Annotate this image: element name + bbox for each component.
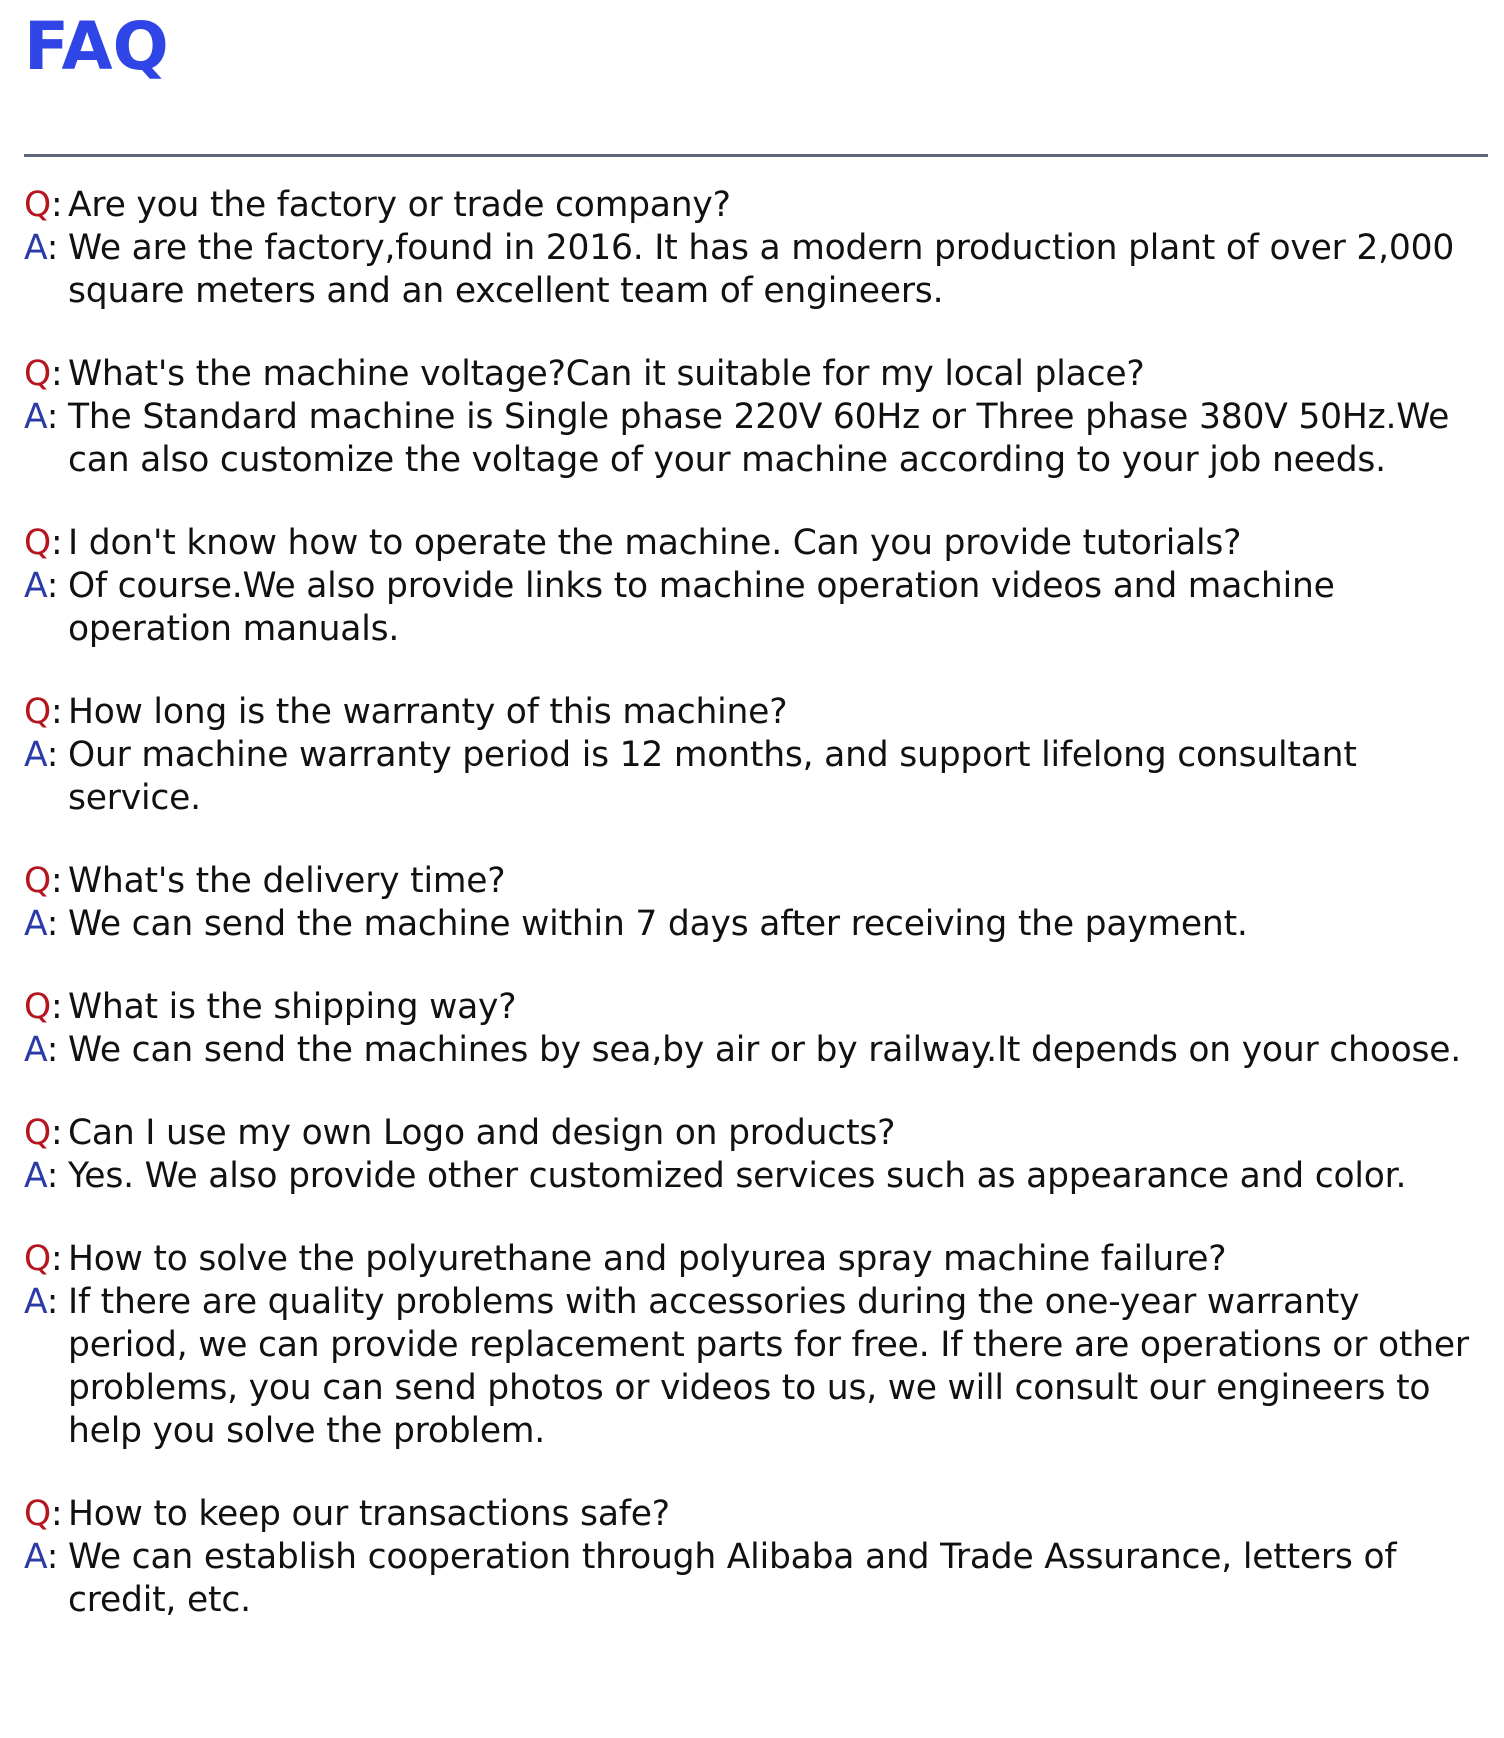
- answer-row: [24, 1281, 1484, 1453]
- question-letter: Q: [24, 1494, 51, 1534]
- question-row: [24, 184, 1484, 227]
- answer-letter: A: [24, 228, 47, 268]
- question-text: How to keep our transactions safe?: [68, 1494, 670, 1534]
- faq-item: [24, 522, 1484, 651]
- question-prefix: Q:: [24, 692, 63, 732]
- faq-item: [24, 691, 1484, 820]
- question-row: [24, 986, 1484, 1029]
- question-letter: Q: [24, 1239, 51, 1279]
- answer-text: We can send the machines by sea,by air or by railway.It depends on your choose.: [68, 1030, 1462, 1070]
- answer-row: [24, 396, 1484, 482]
- answer-letter: A: [24, 1537, 47, 1577]
- question-text: What is the shipping way?: [68, 987, 517, 1027]
- question-letter: Q: [24, 1113, 51, 1153]
- question-text: Are you the factory or trade company?: [68, 185, 731, 225]
- question-letter: Q: [24, 692, 51, 732]
- question-prefix: Q:: [24, 185, 63, 225]
- faq-item: [24, 353, 1484, 482]
- question-text: How to solve the polyurethane and polyurea spray machine failure?: [68, 1239, 1227, 1279]
- question-row: [24, 1112, 1484, 1155]
- faq-item: [24, 986, 1484, 1072]
- answer-prefix: A:: [24, 566, 59, 606]
- answer-letter: A: [24, 1156, 47, 1196]
- faq-item: [24, 184, 1484, 313]
- faq-item: [24, 860, 1484, 946]
- answer-text: Yes. We also provide other customized services such as appearance and color.: [68, 1156, 1407, 1196]
- faq-item: [24, 1493, 1484, 1622]
- answer-text: If there are quality problems with accessories during the one-year warranty period, we can provide replacement parts for free. If there are operations or other problems, you can send photos or videos to us, we will consult our engineers to help you solve the problem.: [68, 1282, 1469, 1451]
- question-text: What's the delivery time?: [68, 861, 506, 901]
- answer-letter: A: [24, 1282, 47, 1322]
- answer-text: The Standard machine is Single phase 220V 60Hz or Three phase 380V 50Hz.We can also customize the voltage of your machine according to your job needs.: [68, 397, 1450, 480]
- question-row: [24, 353, 1484, 396]
- answer-row: [24, 1029, 1484, 1072]
- answer-prefix: A:: [24, 1030, 59, 1070]
- question-letter: Q: [24, 987, 51, 1027]
- answer-letter: A: [24, 397, 47, 437]
- question-prefix: Q:: [24, 1494, 63, 1534]
- answer-row: [24, 1536, 1484, 1622]
- answer-prefix: A:: [24, 228, 59, 268]
- faq-item: [24, 1238, 1484, 1453]
- answer-text: We are the factory,found in 2016. It has a modern production plant of over 2,000 square meters and an excellent team of engineers.: [68, 228, 1455, 311]
- answer-letter: A: [24, 735, 47, 775]
- question-row: [24, 522, 1484, 565]
- question-prefix: Q:: [24, 354, 63, 394]
- question-text: What's the machine voltage?Can it suitable for my local place?: [68, 354, 1145, 394]
- question-text: How long is the warranty of this machine?: [68, 692, 788, 732]
- question-text: Can I use my own Logo and design on products?: [68, 1113, 896, 1153]
- question-prefix: Q:: [24, 1239, 63, 1279]
- question-row: [24, 860, 1484, 903]
- question-prefix: Q:: [24, 1113, 63, 1153]
- answer-prefix: A:: [24, 397, 59, 437]
- answer-prefix: A:: [24, 904, 59, 944]
- faq-list: [24, 184, 1484, 1662]
- question-prefix: Q:: [24, 523, 63, 563]
- question-row: [24, 1238, 1484, 1281]
- answer-text: Of course.We also provide links to machine operation videos and machine operation manuals.: [68, 566, 1335, 649]
- question-row: [24, 1493, 1484, 1536]
- question-letter: Q: [24, 523, 51, 563]
- answer-letter: A: [24, 904, 47, 944]
- answer-row: [24, 903, 1484, 946]
- answer-text: We can send the machine within 7 days after receiving the payment.: [68, 904, 1248, 944]
- answer-prefix: A:: [24, 1537, 59, 1577]
- answer-text: We can establish cooperation through Alibaba and Trade Assurance, letters of credit, etc.: [68, 1537, 1397, 1620]
- answer-row: [24, 227, 1484, 313]
- answer-letter: A: [24, 1030, 47, 1070]
- answer-letter: A: [24, 566, 47, 606]
- question-prefix: Q:: [24, 861, 63, 901]
- answer-row: [24, 734, 1484, 820]
- question-row: [24, 691, 1484, 734]
- question-letter: Q: [24, 354, 51, 394]
- answer-row: [24, 1155, 1484, 1198]
- question-prefix: Q:: [24, 987, 63, 1027]
- answer-text: Our machine warranty period is 12 months, and support lifelong consultant service.: [68, 735, 1357, 818]
- faq-item: [24, 1112, 1484, 1198]
- answer-row: [24, 565, 1484, 651]
- page-title: FAQ: [24, 8, 169, 85]
- question-text: I don't know how to operate the machine. Can you provide tutorials?: [68, 523, 1242, 563]
- title-divider: [24, 154, 1488, 157]
- answer-prefix: A:: [24, 735, 59, 775]
- question-letter: Q: [24, 861, 51, 901]
- question-letter: Q: [24, 185, 51, 225]
- answer-prefix: A:: [24, 1156, 59, 1196]
- answer-prefix: A:: [24, 1282, 59, 1322]
